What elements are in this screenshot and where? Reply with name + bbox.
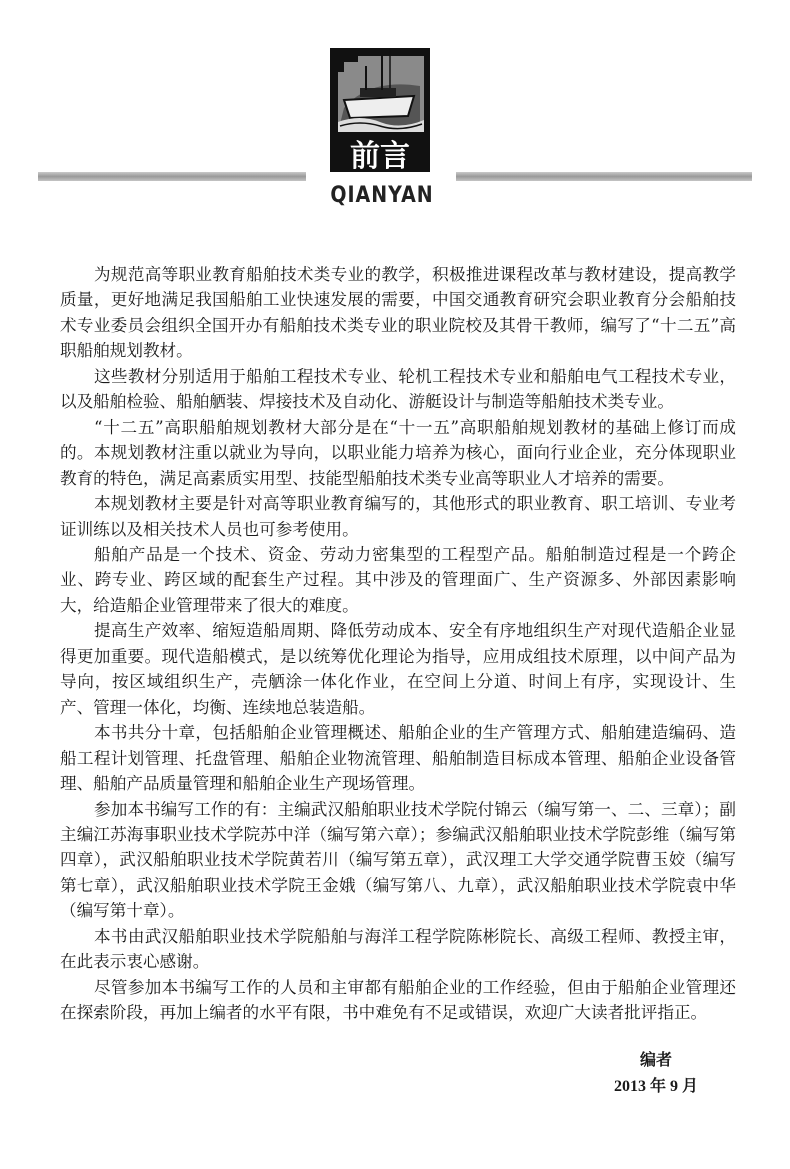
paragraph: 船舶产品是一个技术、资金、劳动力密集型的工程型产品。船舶制造过程是一个跨企业、跨专业、跨区域的配套生产过程。其中涉及的管理面广、生产资源多、外部因素影响大，给造船企业管理带来了很大的难度。 bbox=[60, 544, 736, 615]
signature-author: 编者 bbox=[640, 1052, 673, 1069]
paragraph: 这些教材分别适用于船舶工程技术专业、轮机工程技术专业和船舶电气工程技术专业，以及船舶检验、船舶舾装、焊接技术及自动化、游艇设计与制造等船舶技术类专业。 bbox=[60, 366, 736, 412]
preface-body bbox=[60, 262, 736, 1026]
signature-date: 2013 年 9 月 bbox=[614, 1078, 699, 1095]
paragraph: “十二五”高职船舶规划教材大部分是在“十一五”高职船舶规划教材的基础上修订而成的。本规划教材注重以就业为导向，以职业能力培养为核心，面向行业企业，充分体现职业教育的特色，满足高素质实用型、技能型船舶技术类专业高等职业人才培养的需要。 bbox=[60, 417, 736, 488]
paragraph: 尽管参加本书编写工作的人员和主审都有船舶企业的工作经验，但由于船舶企业管理还在探索阶段，再加上编者的水平有限，书中难免有不足或错误，欢迎广大读者批评指正。 bbox=[60, 977, 736, 1023]
paragraph: 参加本书编写工作的有：主编武汉船舶职业技术学院付锦云（编写第一、二、三章）；副主编江苏海事职业技术学院苏中洋（编写第六章）；参编武汉船舶职业技术学院彭维（编写第四章），武汉船舶职业技术学院黄若川（编写第五章），武汉理工大学交通学院曹玉姣（编写第七章），武汉船舶职业技术学院王金娥（编写第八、九章），武汉船舶职业技术学院袁中华（编写第十章）。 bbox=[60, 799, 736, 921]
paragraph: 本规划教材主要是针对高等职业教育编写的，其他形式的职业教育、职工培训、专业考证训练以及相关技术人员也可参考使用。 bbox=[60, 494, 736, 539]
header-rule-left bbox=[38, 172, 306, 181]
paragraph: 为规范高等职业教育船舶技术类专业的教学，积极推进课程改革与教材建设，提高教学质量，更好地满足我国船舶工业快速发展的需要，中国交通教育研究会职业教育分会船舶技术专业委员会组织全国开办有船舶技术类专业的职业院校及其骨干教师，编写了“十二五”高职船舶规划教材。 bbox=[60, 265, 736, 361]
paragraph: 提高生产效率、缩短造船周期、降低劳动成本、安全有序地组织生产对现代造船企业显得更加重要。现代造船模式，是以统筹优化理论为指导，应用成组技术原理，以中间产品为导向，按区域组织生产，壳舾涂一体化作业，在空间上分道、时间上有序，实现设计、生产、管理一体化，均衡、连续地总装造船。 bbox=[60, 621, 736, 717]
paragraph: 本书由武汉船舶职业技术学院船舶与海洋工程学院陈彬院长、高级工程师、教授主审，在此表示衷心感谢。 bbox=[60, 926, 736, 972]
header-rule-right bbox=[456, 172, 752, 181]
ship-logo-icon bbox=[330, 48, 430, 172]
logo-title: 前言 bbox=[350, 139, 410, 172]
paragraph: 本书共分十章，包括船舶企业管理概述、船舶企业的生产管理方式、船舶建造编码、造船工程计划管理、托盘管理、船舶企业物流管理、船舶制造目标成本管理、船舶企业设备管理、船舶产品质量管理和船舶企业生产现场管理。 bbox=[60, 723, 736, 794]
logo-subtitle: QIANYAN bbox=[330, 182, 434, 208]
